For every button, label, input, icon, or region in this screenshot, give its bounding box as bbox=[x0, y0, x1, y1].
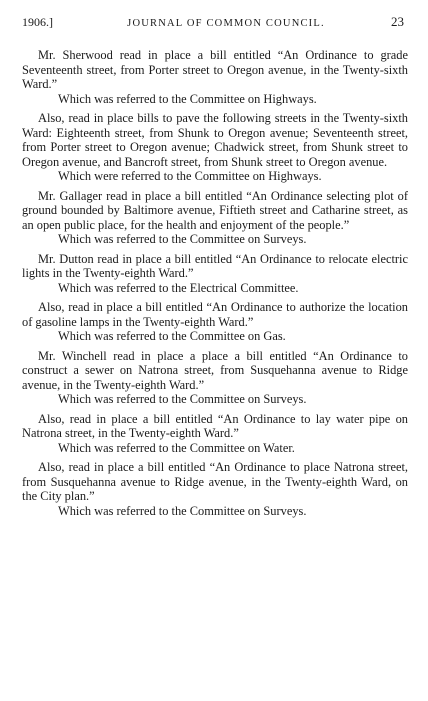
paragraph-winchell-bill: Mr. Winchell read in place a place a bill entitled “An Ordinance to construct a sewer on Natrona street, from Susquehanna avenue to Ridge avenue, in the Twenty-eighth Ward.” bbox=[22, 348, 408, 392]
journal-body bbox=[22, 48, 408, 518]
referral-highways: Which was referred to the Committee on Highways. bbox=[58, 91, 317, 106]
paragraph-water-pipe: Also, read in place a bill entitled “An Ordinance to lay water pipe on Natrona street, in the Twenty-eighth Ward.” bbox=[22, 411, 408, 440]
paragraph-pave-bills: Also, read in place bills to pave the following streets in the Twenty-sixth Ward: Eighteenth street, from Shunk to Oregon avenue; Seventeenth street, from Porter street to Oregon avenue; Chadwick street, from Shunk street to Oregon avenue, and Bancroft street, from Shunk street to Oregon avenue. bbox=[22, 111, 408, 169]
header-year: 1906.] bbox=[22, 15, 53, 29]
paragraph-gasoline-lamps: Also, read in place a bill entitled “An Ordinance to authorize the location of gasoline lamps in the Twenty-eighth Ward.” bbox=[22, 300, 408, 329]
page-number: 23 bbox=[390, 14, 404, 29]
paragraph-city-plan: Also, read in place a bill entitled “An Ordinance to place Natrona street, from Susquehanna avenue to Ridge avenue, in the Twenty-eighth Ward, on the City plan.” bbox=[22, 460, 408, 503]
referral-electrical: Which was referred to the Electrical Committee. bbox=[58, 280, 299, 295]
running-header bbox=[22, 14, 408, 34]
paragraph-sherwood-bill: Mr. Sherwood read in place a bill entitled “An Ordinance to grade Seventeenth street, from Porter street to Oregon avenue, in the Twenty-sixth Ward.” bbox=[22, 48, 408, 91]
referral-highways: Which were referred to the Committee on Highways. bbox=[58, 169, 322, 183]
header-title: JOURNAL OF COMMON COUNCIL. bbox=[127, 18, 325, 29]
referral-water: Which was referred to the Committee on Water. bbox=[58, 440, 295, 455]
referral-gas: Which was referred to the Committee on Gas. bbox=[58, 329, 286, 343]
referral-surveys: Which was referred to the Committee on Surveys. bbox=[58, 392, 307, 406]
referral-surveys: Which was referred to the Committee on Surveys. bbox=[58, 503, 307, 518]
paragraph-gallager-bill: Mr. Gallager read in place a bill entitled “An Ordinance selecting plot of ground bounded by Baltimore avenue, Fiftieth street and Catharine street, as an open public place, for the health and enjoyment of the people.” bbox=[22, 188, 408, 232]
referral-surveys: Which was referred to the Committee on Surveys. bbox=[58, 232, 307, 246]
paragraph-dutton-bill: Mr. Dutton read in place a bill entitled “An Ordinance to relocate electric lights in the Twenty-eighth Ward.” bbox=[22, 251, 408, 280]
